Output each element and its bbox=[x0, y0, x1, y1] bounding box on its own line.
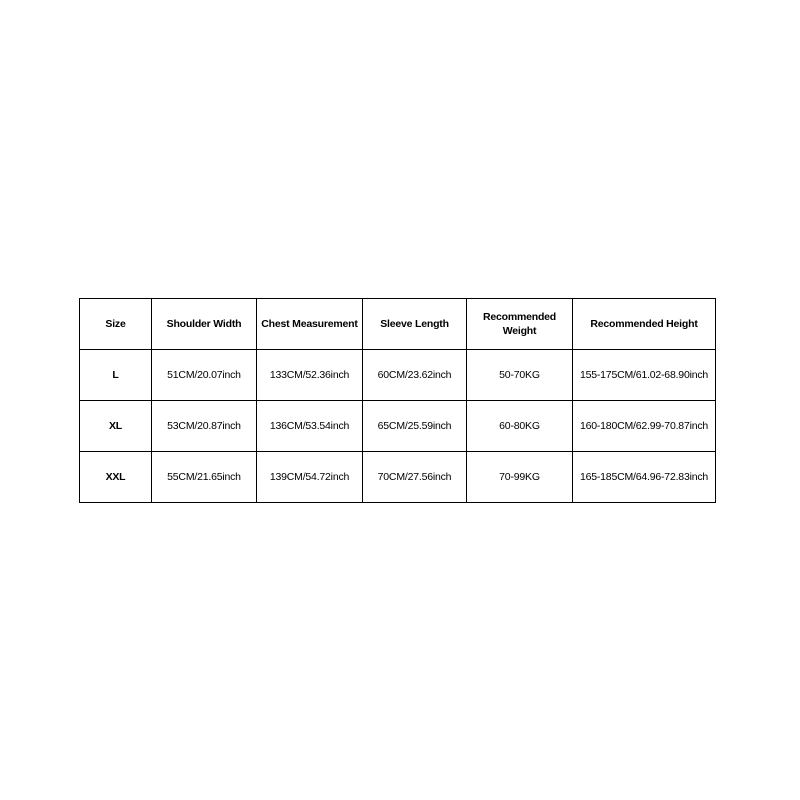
size-cell: L bbox=[80, 350, 152, 401]
sleeve-length-cell: 70CM/27.56inch bbox=[363, 452, 467, 503]
chest-measurement-cell: 139CM/54.72inch bbox=[257, 452, 363, 503]
shoulder-width-cell: 51CM/20.07inch bbox=[152, 350, 257, 401]
table-row bbox=[80, 401, 716, 452]
header-recommended-weight: Recommended Weight bbox=[467, 299, 573, 350]
sleeve-length-cell: 65CM/25.59inch bbox=[363, 401, 467, 452]
recommended-weight-cell: 70-99KG bbox=[467, 452, 573, 503]
sleeve-length-cell: 60CM/23.62inch bbox=[363, 350, 467, 401]
recommended-weight-cell: 60-80KG bbox=[467, 401, 573, 452]
recommended-weight-cell: 50-70KG bbox=[467, 350, 573, 401]
header-chest-measurement: Chest Measurement bbox=[257, 299, 363, 350]
chest-measurement-cell: 133CM/52.36inch bbox=[257, 350, 363, 401]
size-chart-table bbox=[79, 298, 716, 503]
table-row bbox=[80, 452, 716, 503]
header-shoulder-width: Shoulder Width bbox=[152, 299, 257, 350]
shoulder-width-cell: 53CM/20.87inch bbox=[152, 401, 257, 452]
size-cell: XL bbox=[80, 401, 152, 452]
size-cell: XXL bbox=[80, 452, 152, 503]
recommended-height-cell: 155-175CM/61.02-68.90inch bbox=[573, 350, 716, 401]
recommended-height-cell: 165-185CM/64.96-72.83inch bbox=[573, 452, 716, 503]
chest-measurement-cell: 136CM/53.54inch bbox=[257, 401, 363, 452]
table-row bbox=[80, 350, 716, 401]
header-recommended-height: Recommended Height bbox=[573, 299, 716, 350]
shoulder-width-cell: 55CM/21.65inch bbox=[152, 452, 257, 503]
table-header-row bbox=[80, 299, 716, 350]
header-size: Size bbox=[80, 299, 152, 350]
recommended-height-cell: 160-180CM/62.99-70.87inch bbox=[573, 401, 716, 452]
header-sleeve-length: Sleeve Length bbox=[363, 299, 467, 350]
